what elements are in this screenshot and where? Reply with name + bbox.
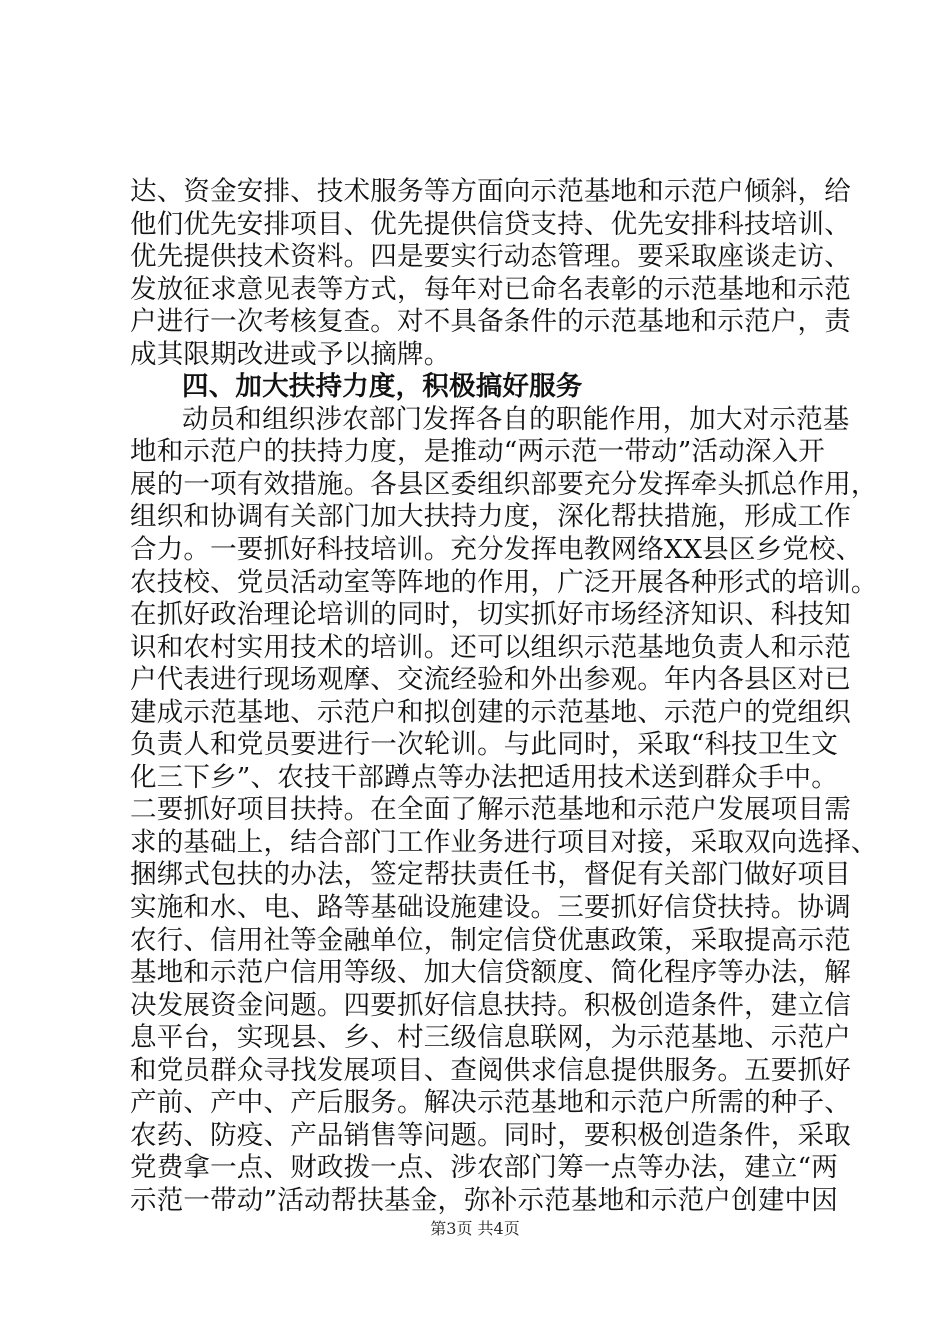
paragraph-line: 产前、产中、产后服务。解决示范基地和示范户所需的种子、: [130, 1087, 851, 1119]
page-number-footer: 第3页 共4页: [430, 1219, 520, 1238]
paragraph-line: 负责人和党员要进行一次轮训。与此同时，采取“科技卫生文: [130, 729, 838, 761]
paragraph-line: 他们优先安排项目、优先提供信贷支持、优先安排科技培训、: [130, 208, 851, 240]
paragraph-line: 动员和组织涉农部门发挥各自的职能作用，加大对示范基: [182, 403, 850, 435]
paragraph-line: 合力。一要抓好科技培训。充分发挥电教网络XX县区乡党校、: [130, 534, 863, 566]
paragraph-line: 成其限期改进或予以摘牌。: [130, 338, 451, 370]
paragraph-line: 实施和水、电、路等基础设施建设。三要抓好信贷扶持。协调: [130, 892, 851, 924]
paragraph-line: 户代表进行现场观摩、交流经验和外出参观。年内各县区对已: [130, 664, 851, 696]
paragraph-line: 党费拿一点、财政拨一点、涉农部门筹一点等办法，建立“两: [130, 1152, 838, 1184]
paragraph-line: 化三下乡”、农技干部蹲点等办法把适用技术送到群众手中。: [130, 761, 838, 793]
paragraph-line: 农药、防疫、产品销售等问题。同时，要积极创造条件，采取: [130, 1119, 851, 1151]
paragraph-line: 捆绑式包扶的办法，签定帮扶责任书，督促有关部门做好项目: [130, 859, 851, 891]
paragraph-line: 和党员群众寻找发展项目、查阅供求信息提供服务。五要抓好: [130, 1054, 851, 1086]
paragraph-line: 户进行一次考核复查。对不具备条件的示范基地和示范户，责: [130, 306, 851, 338]
paragraph-line: 展的一项有效措施。各县区委组织部要充分发挥牵头抓总作用，: [130, 468, 878, 500]
section-heading: 四、加大扶持力度，积极搞好服务: [182, 371, 583, 403]
paragraph-line: 发放征求意见表等方式，每年对已命名表彰的示范基地和示范: [130, 273, 851, 305]
paragraph-line: 农行、信用社等金融单位，制定信贷优惠政策，采取提高示范: [130, 924, 851, 956]
paragraph-line: 求的基础上，结合部门工作业务进行项目对接，采取双向选择、: [130, 826, 878, 858]
paragraph-line: 识和农村实用技术的培训。还可以组织示范基地负责人和示范: [130, 631, 851, 663]
paragraph-line: 优先提供技术资料。四是要实行动态管理。要采取座谈走访、: [130, 241, 851, 273]
paragraph-line: 二要抓好项目扶持。在全面了解示范基地和示范户发展项目需: [130, 794, 851, 826]
paragraph-line: 在抓好政治理论培训的同时，切实抓好市场经济知识、科技知: [130, 599, 851, 631]
paragraph-line: 基地和示范户信用等级、加大信贷额度、简化程序等办法，解: [130, 957, 851, 989]
paragraph-line: 决发展资金问题。四要抓好信息扶持。积极创造条件，建立信: [130, 989, 851, 1021]
paragraph-line: 地和示范户的扶持力度，是推动“两示范一带动”活动深入开: [130, 436, 825, 468]
document-body: [130, 176, 878, 1218]
paragraph-line: 息平台，实现县、乡、村三级信息联网，为示范基地、示范户: [130, 1022, 851, 1054]
paragraph-line: 组织和协调有关部门加大扶持力度，深化帮扶措施，形成工作: [130, 501, 851, 533]
paragraph-line: 示范一带动”活动帮扶基金，弥补示范基地和示范户创建中因: [130, 1184, 838, 1216]
paragraph-line: 农技校、党员活动室等阵地的作用，广泛开展各种形式的培训。: [130, 566, 878, 598]
paragraph-line: 建成示范基地、示范户和拟创建的示范基地、示范户的党组织: [130, 696, 851, 728]
paragraph-line: 达、资金安排、技术服务等方面向示范基地和示范户倾斜，给: [130, 176, 851, 207]
